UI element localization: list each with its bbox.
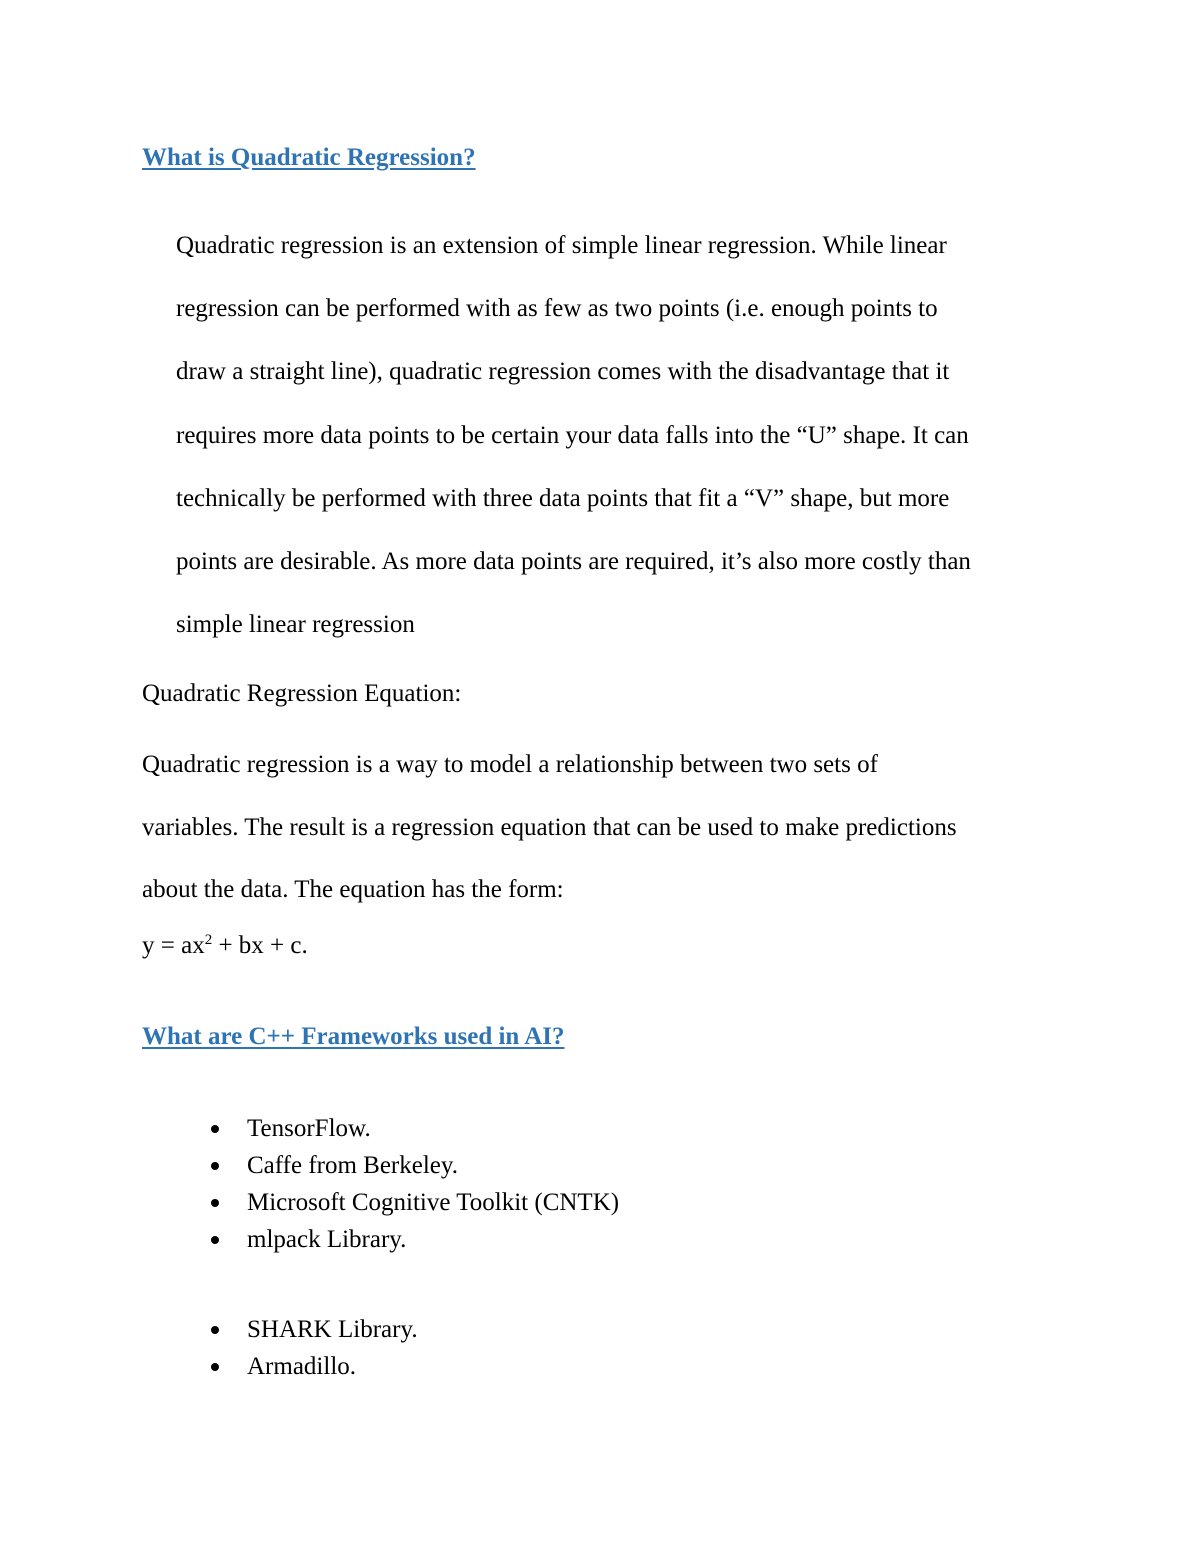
equation-label: Quadratic Regression Equation: <box>142 680 462 707</box>
bullet-icon <box>211 1363 219 1371</box>
bullet-icon <box>211 1162 219 1170</box>
quadratic-regression-description <box>176 214 1056 656</box>
heading-cpp-frameworks[interactable]: What are C++ Frameworks used in AI? <box>142 1023 565 1050</box>
paragraph-line: draw a straight line), quadratic regression comes with the disadvantage that it <box>176 358 950 386</box>
bullet-icon <box>211 1199 219 1207</box>
paragraph-line: about the data. The equation has the form: <box>142 876 564 903</box>
paragraph-line: technically be performed with three data points that fit a “V” shape, but more <box>176 484 950 512</box>
bullet-icon <box>211 1125 219 1133</box>
equation-exponent: 2 <box>204 932 213 948</box>
paragraph-line: requires more data points to be certain your data falls into the “U” shape. It can <box>176 421 969 449</box>
bullet-icon <box>211 1236 219 1244</box>
heading-quadratic-regression[interactable]: What is Quadratic Regression? <box>142 144 476 171</box>
paragraph-line: simple linear regression <box>176 611 415 639</box>
paragraph-line: regression can be performed with as few as two points (i.e. enough points to <box>176 295 938 323</box>
list-item-text: Microsoft Cognitive Toolkit (CNTK) <box>247 1189 620 1216</box>
equation-rest: + bx + c. <box>212 932 308 959</box>
paragraph-line: variables. The result is a regression equation that can be used to make predictions <box>142 813 957 841</box>
paragraph-line: Quadratic regression is a way to model a relationship between two sets of <box>142 751 878 778</box>
list-item-text: Caffe from Berkeley. <box>247 1152 459 1179</box>
list-item-text: SHARK Library. <box>247 1316 418 1343</box>
paragraph-line: points are desirable. As more data points are required, it’s also more costly than <box>176 548 971 576</box>
equation-base: y = ax <box>142 932 205 959</box>
list-item-text: TensorFlow. <box>247 1115 371 1142</box>
paragraph-line: Quadratic regression is an extension of simple linear regression. While linear <box>176 232 947 259</box>
list-item-text: Armadillo. <box>247 1353 357 1380</box>
quadratic-equation <box>142 926 308 966</box>
equation-description <box>142 734 1062 922</box>
list-item-text: mlpack Library. <box>247 1226 407 1253</box>
bullet-icon <box>211 1326 219 1334</box>
